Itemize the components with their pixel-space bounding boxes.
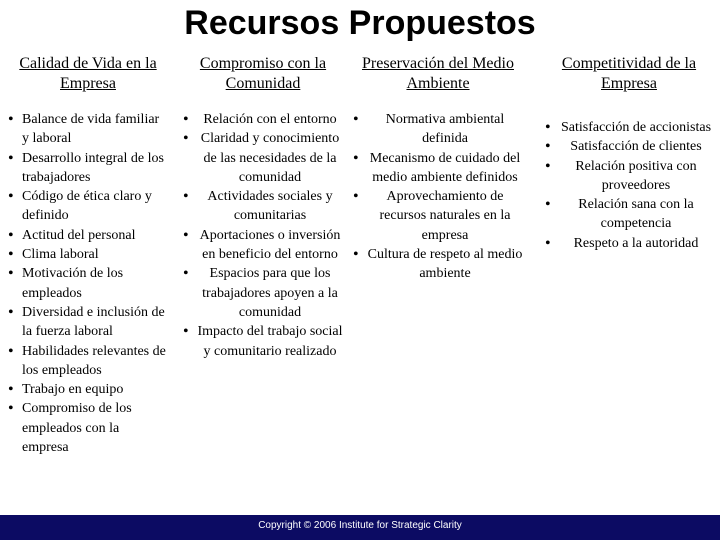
list-item: • Satisfacción de clientes: [545, 137, 713, 156]
column-compromiso-comunidad: [183, 54, 343, 361]
list-item: • Habilidades relevantes de los empleados: [8, 342, 168, 381]
list-item: • Balance de vida familiar y laboral: [8, 110, 168, 149]
list-item: • Aportaciones o inversión en beneficio del entorno: [183, 226, 343, 265]
bullet-list: [353, 110, 523, 284]
list-item: • Motivación de los empleados: [8, 264, 168, 303]
list-item: • Relación con el entorno: [183, 110, 343, 129]
bullet-list: [183, 110, 343, 361]
list-item: • Clima laboral: [8, 245, 168, 264]
column-heading: Preservación del Medio Ambiente: [362, 55, 514, 92]
list-item: • Actitud del personal: [8, 226, 168, 245]
list-item: • Actividades sociales y comunitarias: [183, 187, 343, 226]
list-item: • Normativa ambiental definida: [353, 110, 523, 149]
list-item: • Código de ética claro y definido: [8, 187, 168, 226]
list-item: • Espacios para que los trabajadores apoyen a la comunidad: [183, 264, 343, 322]
list-item: • Relación sana con la competencia: [545, 195, 713, 234]
list-item: • Diversidad e inclusión de la fuerza laboral: [8, 303, 168, 342]
list-item: • Desarrollo integral de los trabajadores: [8, 149, 168, 188]
column-competitividad: [545, 54, 713, 253]
column-calidad-de-vida: [8, 54, 168, 457]
list-item: • Relación positiva con proveedores: [545, 157, 713, 196]
list-item: • Compromiso de los empleados con la empresa: [8, 399, 168, 457]
list-item: • Impacto del trabajo social y comunitario realizado: [183, 322, 343, 361]
slide-title: Recursos Propuestos: [184, 4, 536, 42]
list-item: • Respeto a la autoridad: [545, 234, 713, 253]
list-item: • Aprovechamiento de recursos naturales en la empresa: [353, 187, 523, 245]
column-heading: Compromiso con la Comunidad: [199, 55, 327, 92]
list-item: • Satisfacción de accionistas: [545, 118, 713, 137]
list-item: • Trabajo en equipo: [8, 380, 168, 399]
list-item: • Claridad y conocimiento de las necesidades de la comunidad: [183, 129, 343, 187]
bullet-list: [8, 110, 168, 457]
list-item: • Mecanismo de cuidado del medio ambiente definidos: [353, 149, 523, 188]
copyright-footer: Copyright © 2006 Institute for Strategic Clarity: [0, 515, 720, 540]
column-heading: Calidad de Vida en la Empresa: [19, 55, 157, 92]
bullet-list: [545, 118, 713, 253]
list-item: • Cultura de respeto al medio ambiente: [353, 245, 523, 284]
column-heading: Competitividad de la Empresa: [561, 55, 697, 92]
column-medio-ambiente: [353, 54, 523, 284]
